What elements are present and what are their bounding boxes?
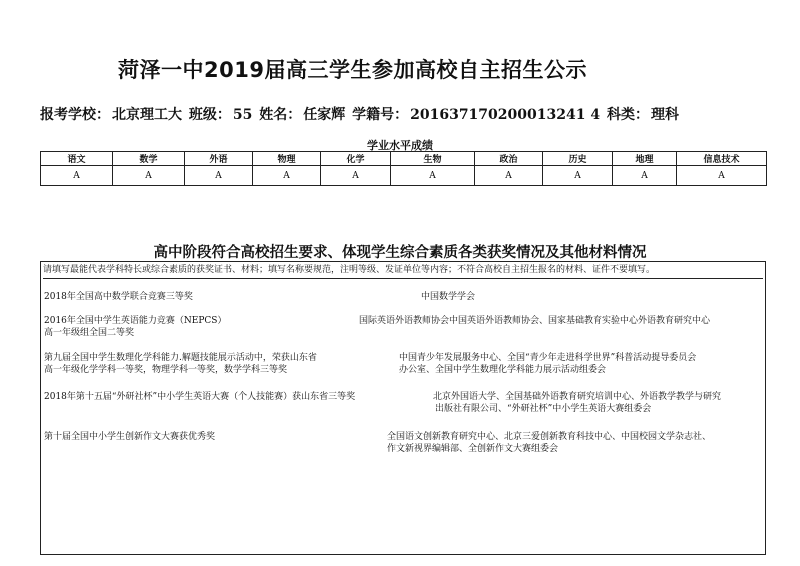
awards-box — [40, 261, 766, 555]
grade-header-math: 数学 — [113, 152, 185, 166]
grades-value-row — [41, 166, 767, 186]
grade-value: A — [475, 166, 543, 186]
subject-value: 理科 — [650, 107, 679, 123]
grade-header-geography: 地理 — [613, 152, 677, 166]
grade-header-biology: 生物 — [391, 152, 475, 166]
id-label: 学籍号： — [352, 107, 409, 123]
grade-value: A — [543, 166, 613, 186]
grade-value: A — [321, 166, 391, 186]
award-title: 2018年第十五届“外研社杯”中小学生英语大赛（个人技能赛）获山东省三等奖 — [44, 392, 356, 402]
award-issuer: 中国数学学会 — [421, 292, 476, 302]
grade-value: A — [391, 166, 475, 186]
grade-value: A — [613, 166, 677, 186]
grades-table — [40, 151, 767, 186]
grade-value: A — [113, 166, 185, 186]
award-issuer: 北京外国语大学、全国基础外语教育研究培训中心、外语教学教学与研究 — [433, 392, 722, 402]
award-issuer: 全国语文创新教育研究中心、北京三爱创新教育科技中心、中国校园文学杂志社、 — [387, 432, 712, 442]
award-issuer: 出版社有限公司、“外研社杯”中小学生英语大赛组委会 — [435, 404, 652, 414]
award-title: 高一年级组全国二等奖 — [44, 328, 135, 338]
grades-header-row — [41, 152, 767, 166]
grade-header-physics: 物理 — [253, 152, 321, 166]
school-value: 北京理工大 — [112, 107, 182, 123]
name-label: 姓名： — [259, 107, 302, 123]
school-label: 报考学校： — [40, 107, 110, 123]
grade-header-history: 历史 — [543, 152, 613, 166]
id-value: 201637170200013241 4 — [410, 107, 601, 123]
award-title: 第九届全国中学生数理化学科能力.解题技能展示活动中，荣获山东省 — [44, 353, 317, 363]
award-title: 2018年全国高中数学联合竞赛三等奖 — [44, 292, 193, 302]
student-info — [40, 104, 681, 124]
grade-value: A — [253, 166, 321, 186]
subject-label: 科类： — [606, 107, 649, 123]
grades-section-title: 学业水平成绩 — [367, 139, 433, 152]
name-value: 任家辉 — [303, 107, 346, 123]
grade-header-foreign-language: 外语 — [185, 152, 253, 166]
award-issuer: 中国青少年发展服务中心、全国“青少年走进科学世界”科普活动提导委员会 — [399, 353, 697, 363]
class-value: 55 — [232, 107, 253, 123]
award-issuer: 作文新视界编辑部、全创新作文大赛组委会 — [387, 444, 559, 454]
award-title: 2016年全国中学生英语能力竞赛（NEPCS） — [44, 316, 227, 326]
grade-value: A — [677, 166, 767, 186]
grade-header-it: 信息技术 — [677, 152, 767, 166]
grade-header-chinese: 语文 — [41, 152, 113, 166]
page-title: 菏泽一中2019届高三学生参加高校自主招生公示 — [118, 58, 587, 82]
grade-value: A — [41, 166, 113, 186]
class-label: 班级： — [188, 107, 231, 123]
grade-header-politics: 政治 — [475, 152, 543, 166]
grade-header-chemistry: 化学 — [321, 152, 391, 166]
grade-value: A — [185, 166, 253, 186]
award-issuer: 国际英语外语教师协会中国英语外语教师协会、国家基础教育实验中心外语教育研究中心 — [359, 316, 711, 326]
awards-section-title: 高中阶段符合高校招生要求、体现学生综合素质各类获奖情况及其他材料情况 — [153, 245, 647, 261]
award-title: 高一年级化学学科一等奖，物理学科一等奖，数学学科三等奖 — [44, 365, 288, 375]
awards-note: 请填写最能代表学科特长或综合素质的获奖证书、材料；填写名称要规范，注明等级、发证单位等内容；不符合高校自主招生报名的材料、证件不要填写。 — [43, 264, 763, 279]
award-issuer: 办公室、全国中学生数理化学科能力展示活动组委会 — [399, 365, 607, 375]
award-title: 第十届全国中小学生创新作文大赛获优秀奖 — [44, 432, 216, 442]
